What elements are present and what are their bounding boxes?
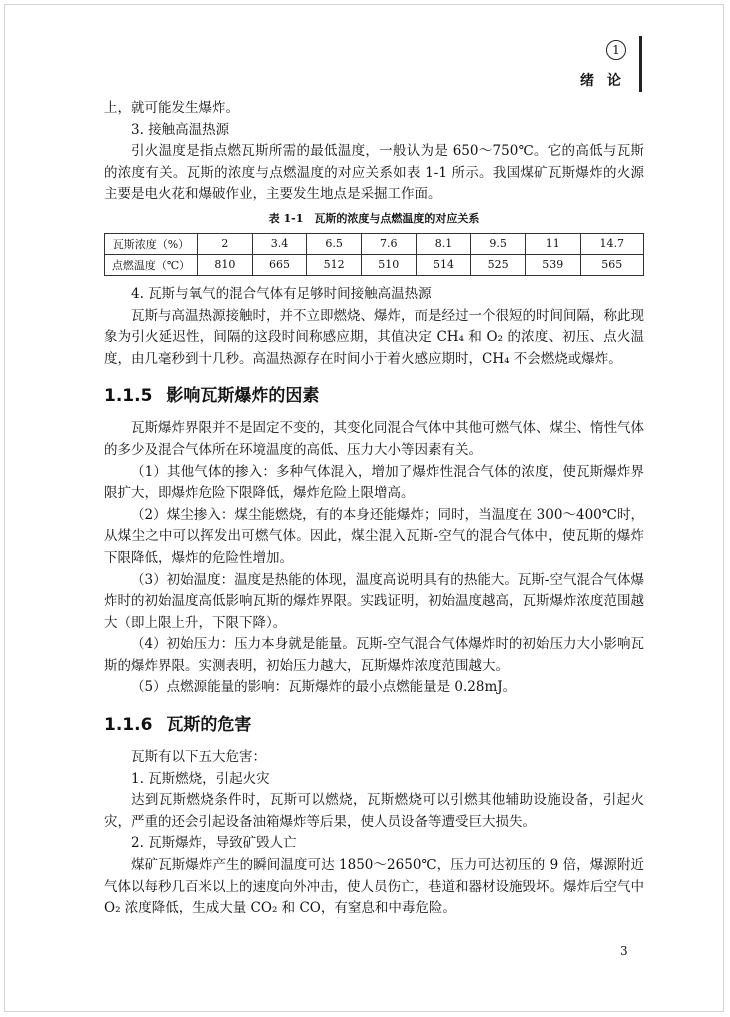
table-cell: 510	[361, 254, 416, 275]
table-cell: 565	[580, 254, 643, 275]
paragraph-hazards-intro: 瓦斯有以下五大危害：	[131, 749, 266, 766]
table-cell: 2	[198, 233, 253, 254]
header-chapter-title: 绪 论	[580, 73, 625, 89]
table-cell: 6.5	[307, 233, 362, 254]
table-row	[105, 254, 644, 275]
table-cell: 11	[525, 233, 580, 254]
factor-5: （5）点燃源能量的影响：瓦斯爆炸的最小点燃能量是 0.28mJ。	[131, 679, 517, 696]
item-4-heading: 4. 瓦斯与氧气的混合气体有足够时间接触高温热源	[131, 285, 432, 302]
hazard-1-heading: 1. 瓦斯燃烧，引起火灾	[131, 770, 270, 787]
table-cell: 7.6	[361, 233, 416, 254]
table-cell: 14.7	[580, 233, 643, 254]
factor-2: （2）煤尘掺入：煤尘能燃烧，有的本身还能爆炸；同时，当温度在 300～400℃时，从煤尘之中可以挥发出可燃气体。因此，煤尘混入瓦斯-空气的混合气体中，使瓦斯的爆炸下限降低，爆炸的危险性增加。	[104, 506, 644, 566]
section-heading-1-1-5	[104, 384, 644, 408]
section-title: 影响瓦斯爆炸的因素	[166, 386, 320, 407]
table-cell: 9.5	[471, 233, 526, 254]
table-row-label: 点燃温度（℃）	[105, 254, 198, 275]
factor-3: （3）初始温度：温度是热能的体现，温度高说明具有的热能大。瓦斯-空气混合气体爆炸时的初始温度高低影响瓦斯的爆炸界限。实践证明，初始温度越高，瓦斯爆炸浓度范围越大（即上限上升，下限下降）。	[104, 571, 644, 631]
section-title: 瓦斯的危害	[166, 715, 252, 736]
table-row-label: 瓦斯浓度（%）	[105, 233, 198, 254]
table-cell: 539	[525, 254, 580, 275]
hazard-2-heading: 2. 瓦斯爆炸，导致矿毁人亡	[131, 835, 297, 852]
table-cell: 512	[307, 254, 362, 275]
paragraph-ignition-delay: 瓦斯与高温热源接触时，并不立即燃烧、爆炸，而是经过一个很短的时间间隔，称此现象为引火延迟性，间隔的这段时间称感应期，其值决定 CH₄ 和 O₂ 的浓度、初压、点火温度，由几毫秒到十几秒。高温热源存在时间小于着火感应期时，CH₄ 不会燃烧或爆炸。	[104, 307, 644, 367]
table-cell: 810	[198, 254, 253, 275]
table-cell: 525	[471, 254, 526, 275]
paragraph-continuation: 上，就可能发生爆炸。	[104, 100, 239, 116]
table-cell: 3.4	[252, 233, 307, 254]
item-3-heading: 3. 接触高温热源	[131, 121, 230, 138]
paragraph-ignition-temperature: 引火温度是指点燃瓦斯所需的最低温度，一般认为是 650～750℃。它的高低与瓦斯的浓度有关。瓦斯的浓度与点燃温度的对应关系如表 1-1 所示。我国煤矿瓦斯爆炸的火源主要是电火花和爆破作业，主要发生地点是采掘工作面。	[104, 143, 644, 203]
section-number: 1.1.5	[104, 386, 153, 407]
header-divider	[639, 36, 642, 92]
section-heading-1-1-6	[104, 713, 644, 737]
table-cell: 8.1	[416, 233, 471, 254]
paragraph-hazard-fire: 达到瓦斯燃烧条件时，瓦斯可以燃烧，瓦斯燃烧可以引燃其他辅助设施设备，引起火灾，严重的还会引起设备油箱爆炸等后果，使人员设备等遭受巨大损失。	[104, 792, 644, 830]
header-chapter-number: 1	[606, 40, 626, 60]
paragraph-explosion-limits: 瓦斯爆炸界限并不是固定不变的，其变化同混合气体中其他可燃气体、煤尘、惰性气体的多少及混合气体所在环境温度的高低、压力大小等因素有关。	[104, 420, 644, 458]
page-content	[104, 98, 644, 920]
factor-4: （4）初始压力：压力本身就是能量。瓦斯-空气混合气体爆炸时的初始压力大小影响瓦斯的爆炸界限。实测表明，初始压力越大，瓦斯爆炸浓度范围越大。	[104, 636, 644, 674]
table-cell: 665	[252, 254, 307, 275]
concentration-temperature-table	[104, 233, 644, 276]
factor-1: （1）其他气体的掺入：多种气体混入，增加了爆炸性混合气体的浓度，使瓦斯爆炸界限扩大，即爆炸危险下限降低，爆炸危险上限增高。	[104, 463, 644, 502]
page-number: 3	[620, 944, 628, 958]
table-caption: 表 1-1 瓦斯的浓度与点燃温度的对应关系	[268, 211, 480, 225]
section-number: 1.1.6	[104, 715, 153, 736]
paragraph-hazard-explosion: 煤矿瓦斯爆炸产生的瞬间温度可达 1850～2650℃，压力可达初压的 9 倍，爆源附近气体以每秒几百米以上的速度向外冲击，使人员伤亡，巷道和器材设施毁坏。爆炸后空气中 O₂ 浓度降低，生成大量 CO₂ 和 CO，有窒息和中毒危险。	[104, 857, 644, 917]
table-row	[105, 233, 644, 254]
table-cell: 514	[416, 254, 471, 275]
